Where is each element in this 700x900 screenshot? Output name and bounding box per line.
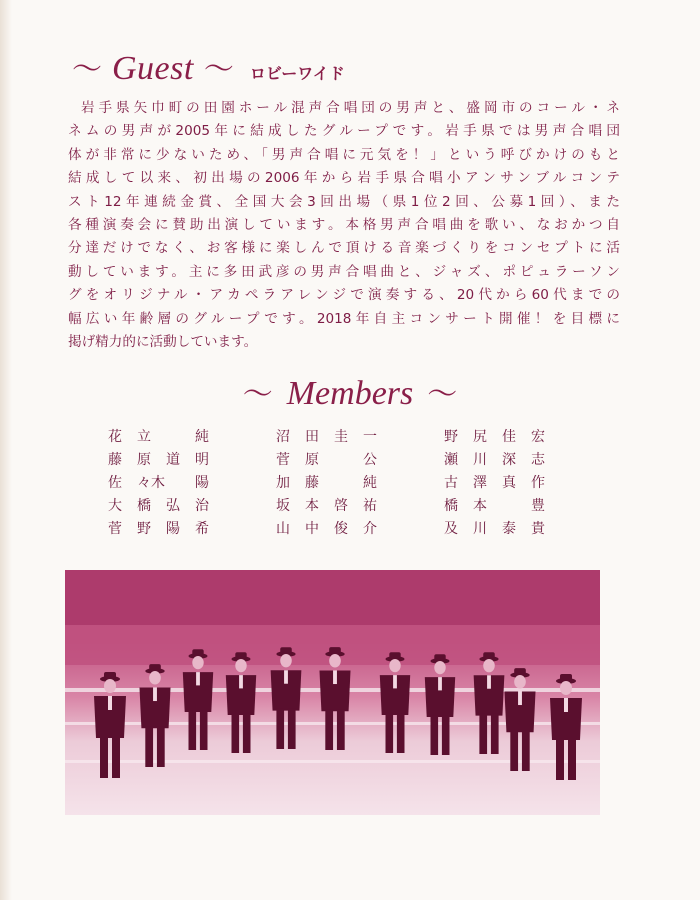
description-line: 掲げ精力的に活動しています。 <box>68 334 258 351</box>
member-name <box>108 449 228 472</box>
name-char: 尻 <box>473 429 487 445</box>
name-char <box>166 472 195 495</box>
name-char: 作 <box>531 475 545 491</box>
name-char: 及 <box>444 521 458 537</box>
name-char: 山 <box>276 521 290 537</box>
group-photo-illustration <box>65 570 600 815</box>
member-name <box>108 518 228 541</box>
name-char <box>334 472 363 495</box>
name-char: 真 <box>502 475 516 491</box>
name-char: 坂 <box>276 498 290 514</box>
name-char: 古 <box>444 475 458 491</box>
name-char: 原 <box>305 452 319 468</box>
name-char: 純 <box>195 429 209 445</box>
name-char: 一 <box>363 429 377 445</box>
description-line: 動しています。主に多田武彦の男声合唱曲と、ジャズ、ポピュラーソン <box>68 263 620 280</box>
description-line: グをオリジナル・アカペラアレンジで演奏する、20代から60代までの <box>68 287 620 304</box>
member-name <box>108 495 228 518</box>
name-char: 川 <box>473 452 487 468</box>
singer-figure <box>504 668 535 771</box>
member-name <box>108 426 228 449</box>
description-line: 結成して以来、初出場の2006年から岩手県合唱小アンサンブルコンテ <box>68 170 620 187</box>
group-name: ロビーワイド <box>249 64 345 83</box>
name-char: 豊 <box>531 498 545 514</box>
name-char: 俊 <box>334 521 348 537</box>
members-heading <box>0 377 700 411</box>
name-char: 希 <box>195 521 209 537</box>
description-line: 体が非常に少ないため、「男声合唱に元気を！」という呼びかけのもと <box>68 146 620 163</box>
name-char: 原 <box>137 452 151 468</box>
tilde-right: 〜 <box>203 52 234 87</box>
riser-edge <box>65 760 600 763</box>
name-char: 花 <box>108 429 122 445</box>
name-char: 深 <box>502 452 516 468</box>
description-line: 岩手県矢巾町の田園ホール混声合唱団の男声と、盛岡市のコール・ネ <box>81 100 620 116</box>
name-char: 介 <box>363 521 377 537</box>
member-name <box>444 495 564 518</box>
name-char: 本 <box>473 498 487 514</box>
name-char: 祐 <box>363 498 377 514</box>
singer-figure <box>425 654 455 755</box>
name-char: 佳 <box>502 429 516 445</box>
singer-figure <box>474 652 505 754</box>
member-name <box>444 472 564 495</box>
name-char: 貴 <box>531 521 545 537</box>
name-char <box>502 495 531 518</box>
guest-title: Guest <box>112 50 194 87</box>
member-name <box>444 449 564 472</box>
backdrop-upper <box>65 570 600 625</box>
name-char: 々木 <box>137 475 165 491</box>
members-title: Members <box>286 375 414 412</box>
name-char: 中 <box>305 521 319 537</box>
name-char: 佐 <box>108 475 122 491</box>
name-char: 啓 <box>334 498 348 514</box>
members-column <box>444 426 564 541</box>
name-char: 菅 <box>108 521 122 537</box>
guest-heading <box>72 52 345 86</box>
name-char: 川 <box>473 521 487 537</box>
name-char: 大 <box>108 498 122 514</box>
name-char: 陽 <box>195 475 209 491</box>
members-list <box>108 426 578 546</box>
member-name <box>276 495 396 518</box>
name-char: 志 <box>531 452 545 468</box>
page-binding-edge <box>0 0 12 900</box>
name-char: 本 <box>305 498 319 514</box>
name-char: 公 <box>363 452 377 468</box>
name-char: 陽 <box>166 521 180 537</box>
member-name <box>276 426 396 449</box>
name-char: 圭 <box>334 429 348 445</box>
name-char: 野 <box>137 521 151 537</box>
name-char <box>334 449 363 472</box>
member-name <box>108 472 228 495</box>
description-line: 分達だけでなく、お客様に楽しんで頂ける音楽づくりをコンセプトに活 <box>68 240 620 257</box>
singer-figure <box>139 664 170 767</box>
tilde-left: 〜 <box>72 52 102 87</box>
name-char: 加 <box>276 475 290 491</box>
tilde-right: 〜 <box>427 377 458 412</box>
name-char: 藤 <box>108 452 122 468</box>
members-column <box>276 426 396 541</box>
singer-figure <box>380 652 410 753</box>
member-name <box>276 472 396 495</box>
description-line: 各種演奏会に賛助出演しています。本格男声合唱曲を歌い、なおかつ自 <box>68 217 620 234</box>
name-char: 道 <box>166 452 180 468</box>
name-char: 宏 <box>531 429 545 445</box>
member-name <box>276 518 396 541</box>
group-description <box>68 97 620 354</box>
name-char: 橋 <box>444 498 458 514</box>
member-name <box>444 518 564 541</box>
name-char: 藤 <box>305 475 319 491</box>
name-char: 橋 <box>137 498 151 514</box>
name-char: 立 <box>137 429 151 445</box>
description-line: ネムの男声が2005年に結成したグループです。岩手県では男声合唱団 <box>68 123 620 140</box>
name-char: 野 <box>444 429 458 445</box>
name-char: 田 <box>305 429 319 445</box>
member-name <box>276 449 396 472</box>
tilde-left: 〜 <box>242 377 273 412</box>
singer-figure <box>226 652 256 753</box>
description-line: 幅広い年齢層のグループです。2018年自主コンサート開催！を目標に <box>68 310 620 327</box>
name-char: 明 <box>195 452 209 468</box>
name-char: 泰 <box>502 521 516 537</box>
members-column <box>108 426 228 541</box>
group-photo <box>65 570 600 815</box>
name-char: 弘 <box>166 498 180 514</box>
name-char: 澤 <box>473 475 487 491</box>
name-char: 沼 <box>276 429 290 445</box>
name-char: 瀬 <box>444 452 458 468</box>
name-char: 純 <box>363 475 377 491</box>
name-char: 治 <box>195 498 209 514</box>
name-char: 菅 <box>276 452 290 468</box>
member-name <box>444 426 564 449</box>
name-char <box>166 426 195 449</box>
description-line: スト12年連続金賞、全国大会3回出場（県1位2回、公募1回）、また <box>68 193 620 210</box>
